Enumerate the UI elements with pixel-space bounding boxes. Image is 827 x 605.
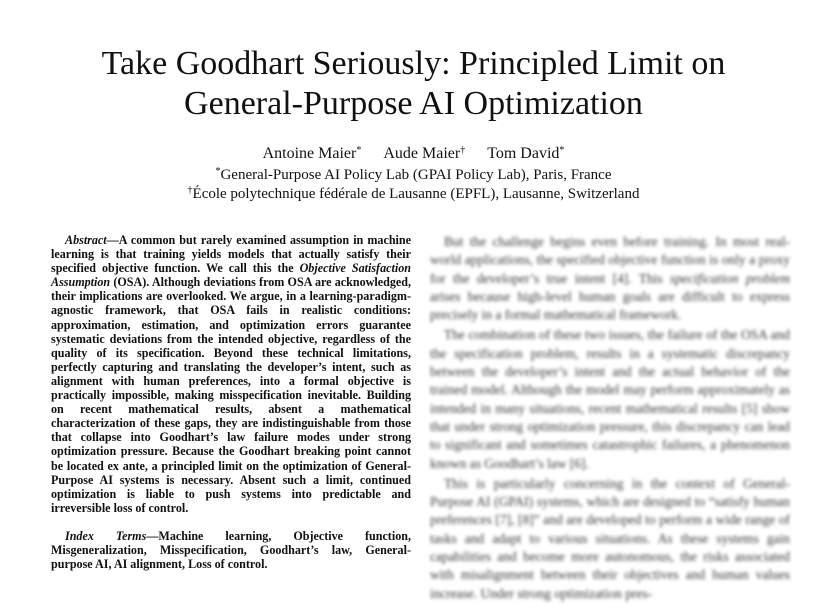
author-2	[383, 145, 465, 162]
body-p1-text-a: But the challenge begins even before training. In most real-world applications, the specified objective function is only a proxy for the developer’s true intent [4]. This	[430, 234, 790, 286]
author-1	[263, 145, 362, 162]
index-terms	[51, 529, 411, 571]
body-column-right	[430, 233, 790, 605]
affiliation-2	[0, 181, 827, 204]
abstract-text-2: (OSA). Although deviations from OSA are acknowledged, their implications are overlooked. We argue, in a learning-paradigm-agnostic framework, that OSA fails in realistic conditions: approximation, estimation, and optimization errors guarantee systematic deviations from the intended objective, regardless of the quality of its specification. Beyond these technical limitations, perfectly capturing and translating the developer’s intent, such as alignment with human preferences, into a formal objective is practically impossible, making misspecification inevitable. Building on recent mathematical results, absent a mathematical characterization of these gaps, they are indistinguishable from those that collapse into Goodhart’s law failure modes under strong optimization pressure. Because the Goodhart breaking point cannot be located ex ante, a principled limit on the optimization of General-Purpose AI systems is necessary. Absent such a limit, continued optimization is liable to push systems into predictable and irreversible loss of control.	[51, 275, 411, 515]
index-terms-text: Machine learning, Objective function, Misgeneralization, Misspecification, Goodhart’s law, General-purpose AI, AI alignment, Loss of control.	[51, 528, 411, 572]
author-3	[487, 145, 564, 162]
author-mark: *	[356, 145, 362, 156]
abstract-osa: Objective Satisfaction Assumption	[51, 261, 411, 290]
affiliation-mark: *	[215, 166, 221, 177]
body-p1-text-b: arises because high-level human goals are difficult to express precisely in a formal mathematical framework.	[430, 288, 790, 323]
abstract-text-1: A common but rarely examined assumption in machine learning is that training yields models that actually satisfy their specified objective function. We call this the	[51, 233, 411, 276]
author-mark: *	[559, 145, 565, 156]
abstract	[51, 233, 411, 515]
body-paragraph-3: This is particularly concerning in the context of General-Purpose AI (GPAI) systems, which are designed to “satisfy human preferences [7], [8]” and are developed to perform a wide range of tasks and adapt to various situations. As these systems gain capabilities and become more autonomous, the risks associated with misalignment between their objectives and human values increase. Under strong optimization pres-	[430, 475, 790, 601]
affiliation-mark: †	[187, 185, 193, 196]
title-line-1: Take Goodhart Seriously: Principled Limit on	[101, 45, 726, 82]
abstract-label: Abstract	[65, 233, 107, 247]
body-p1-italic: specification problem	[670, 270, 790, 286]
affiliation-text: École polytechnique fédérale de Lausanne (EPFL), Lausanne, Switzerland	[192, 186, 640, 202]
title-line-2: General-Purpose AI Optimization	[184, 85, 643, 122]
index-terms-sep: —	[146, 528, 159, 543]
abstract-column	[51, 233, 411, 571]
body-paragraph-1	[430, 233, 790, 324]
author-list	[0, 141, 827, 164]
body-paragraph-2: The combination of these two issues, the failure of the OSA and the specification problem, results in a systematic discrepancy between the developer’s intent and the actual behavior of the trained model. Although the model may perform approximately as intended in many situations, recent mathematical results [5] show that under strong optimization pressure, this discrepancy can lead to significant and sometimes catastrophic failures, a phenomenon known as Goodhart’s law [6].	[430, 327, 790, 471]
author-name: Antoine Maier	[262, 145, 357, 162]
author-name: Tom David	[487, 145, 560, 162]
author-name: Aude Maier	[383, 145, 461, 162]
affiliation-text: General-Purpose AI Policy Lab (GPAI Policy Lab), Paris, France	[220, 167, 612, 183]
paper-title	[0, 44, 827, 124]
author-mark: †	[460, 145, 466, 156]
abstract-sep: —	[106, 233, 119, 247]
index-terms-label: Index Terms	[65, 528, 147, 543]
